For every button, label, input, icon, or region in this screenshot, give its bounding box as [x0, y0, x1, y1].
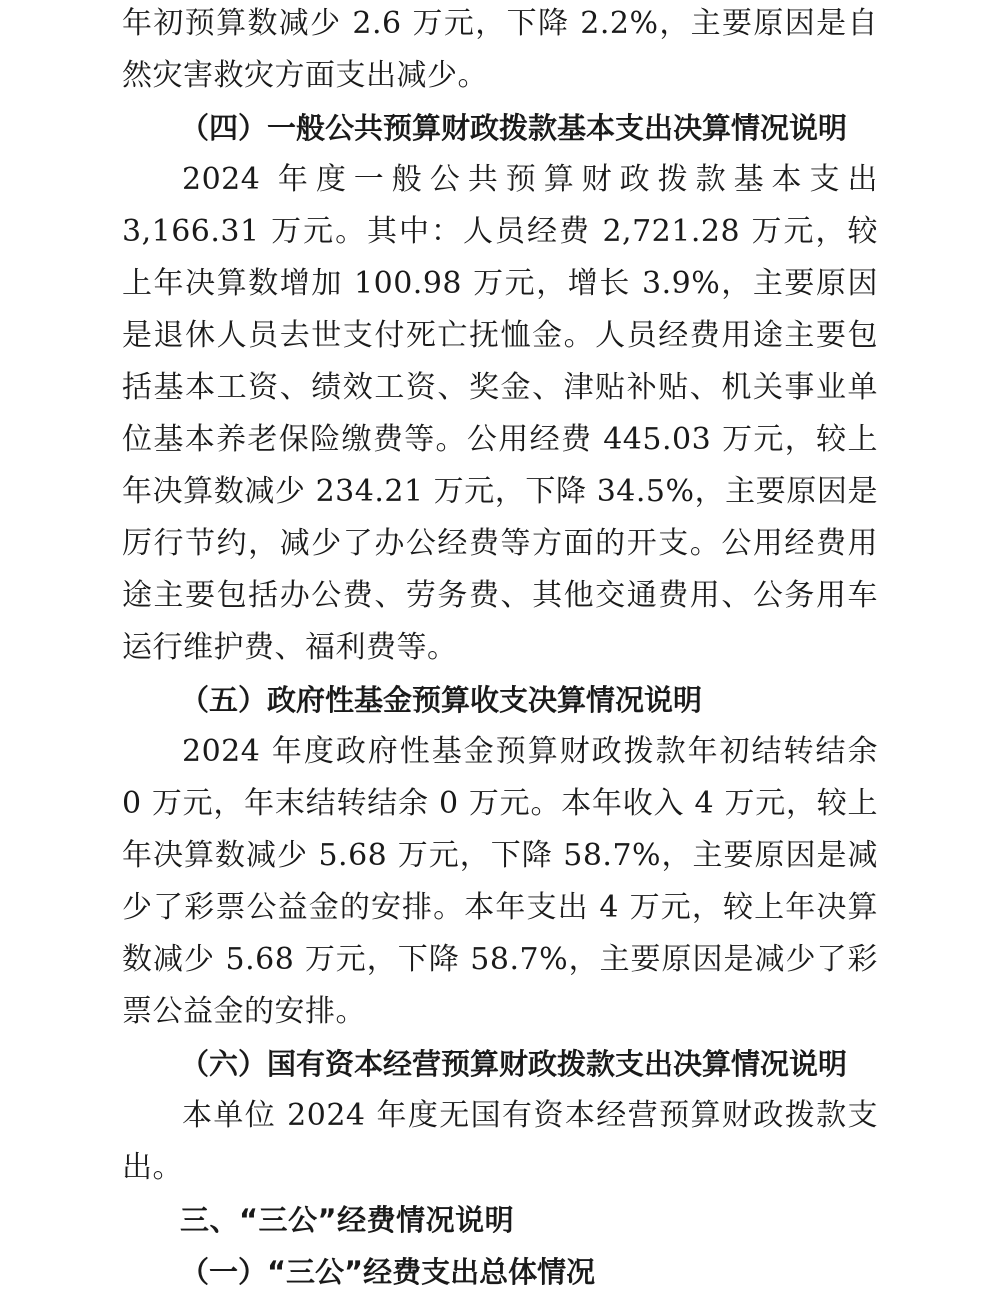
paragraph-section-six: 本单位 2024 年度无国有资本经营预算财政拨款支出。 — [122, 1098, 878, 1185]
section-heading-three-one: （一）“三公”经费支出总体情况 — [180, 1255, 596, 1289]
section-heading-three-main: 三、“三公”经费情况说明 — [180, 1203, 515, 1237]
paragraph-section-four: 2024 年度一般公共预算财政拨款基本支出 3,166.31 万元。其中：人员经费 2,721.28 万元，较上年决算数增加 100.98 万元，增长 3.9%，主要原因是退休人员去世支付死亡抚恤金。人员经费用途主要包括基本工资、绩效工资、奖金、津贴补贴、机关事业单位基本养老保险缴费等。公用经费 445.03 万元，较上年决算数减少 234.21 万元，下降 34.5%，主要原因是厉行节约，减少了办公经费等方面的开支。公用经费用途主要包括办公费、劳务费、其他交通费用、公务用车运行维护费、福利费等。 — [122, 162, 878, 665]
paragraph-section-five: 2024 年度政府性基金预算财政拨款年初结转结余 0 万元，年末结转结余 0 万元。本年收入 4 万元，较上年决算数减少 5.68 万元，下降 58.7%，主要原因是减少了彩票公益金的安排。本年支出 4 万元，较上年决算数减少 5.68 万元，下降 58.7%，主要原因是减少了彩票公益金的安排。 — [122, 734, 878, 1029]
section-heading-five: （五）政府性基金预算收支决算情况说明 — [180, 683, 703, 717]
section-heading-four: （四）一般公共预算财政拨款基本支出决算情况说明 — [180, 111, 848, 145]
paragraph-continued: 年初预算数减少 2.6 万元，下降 2.2%，主要原因是自然灾害救灾方面支出减少。 — [122, 6, 878, 93]
section-heading-six: （六）国有资本经营预算财政拨款支出决算情况说明 — [180, 1047, 848, 1081]
document-body — [122, 0, 878, 1298]
